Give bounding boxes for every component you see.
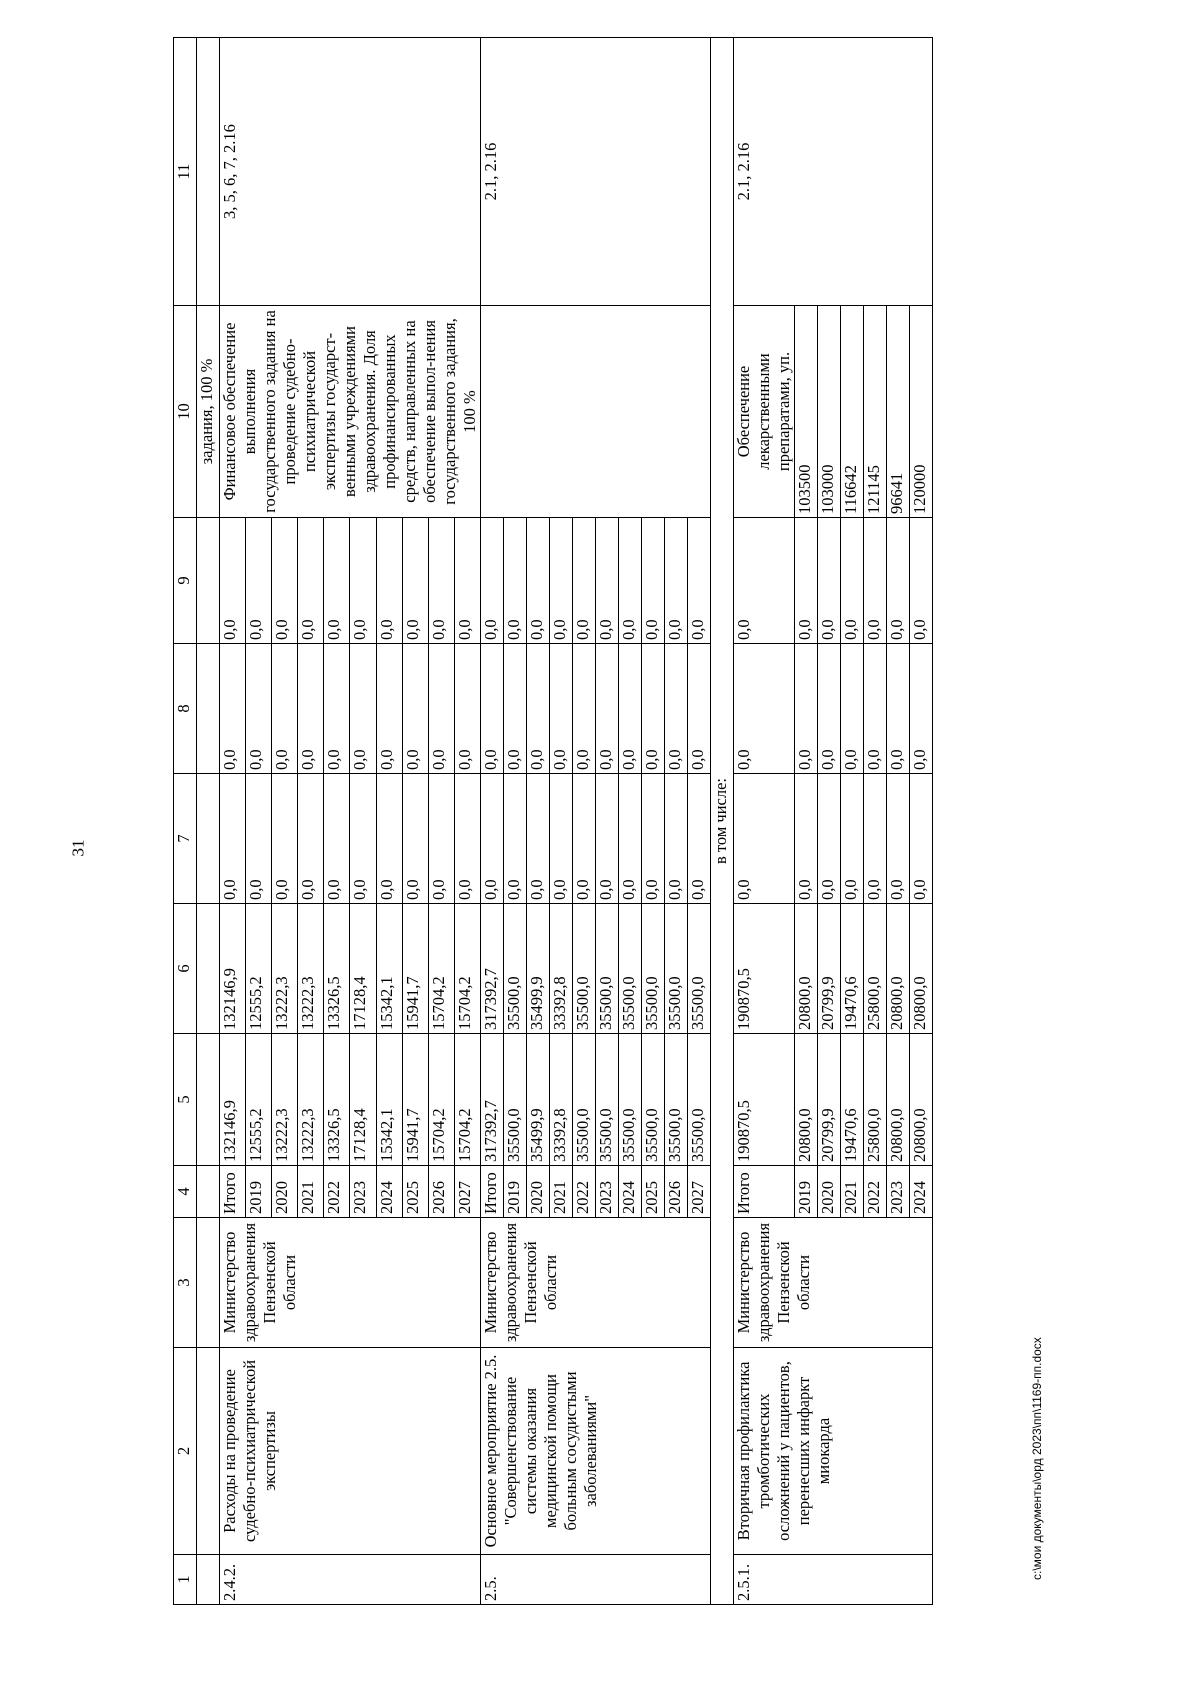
total-cell: 12555,2	[246, 1034, 272, 1166]
footer-file-path: c:\мои документы\орд 2023\пп\1169-пп.docx	[1030, 1337, 1044, 1580]
year-cell: 2027	[454, 1166, 480, 1218]
regional-budget-cell: 35500,0	[688, 904, 711, 1034]
other-cell: 0,0	[298, 518, 324, 644]
federal-budget-cell: 0,0	[688, 774, 711, 904]
regional-budget-cell: 132146,9	[220, 904, 246, 1034]
header-cell: 4	[174, 1166, 197, 1218]
header-cell: 1	[174, 1555, 197, 1605]
year-cell: Итого	[734, 1166, 795, 1218]
year-cell: 2021	[298, 1166, 324, 1218]
total-cell: 35499,9	[527, 1034, 550, 1166]
executor: Министерство здравоохранения Пензенской области	[734, 1218, 933, 1348]
tfoms-cell: 0,0	[481, 644, 504, 774]
total-cell: 17128,4	[350, 1034, 376, 1166]
other-cell: 0,0	[481, 518, 504, 644]
tfoms-cell: 0,0	[272, 644, 298, 774]
indicator: Финансовое обеспечение выполнения государственного задания на проведение судебно-психиатрической экспертизы государст-венными учреждениями здравоохранения. Доля профинансированных средств, направленных на обеспечение выпол-нения государственного задания, 100 %	[220, 306, 481, 518]
other-cell: 0,0	[864, 518, 887, 644]
other-cell: 0,0	[596, 518, 619, 644]
refs: 2.1, 2.16	[481, 38, 711, 306]
total-cell: 25800,0	[864, 1034, 887, 1166]
total-cell: 15941,7	[402, 1034, 428, 1166]
regional-budget-cell: 13222,3	[298, 904, 324, 1034]
executor: Министерство здравоохранения Пензенской области	[220, 1218, 481, 1348]
year-cell: 2019	[504, 1166, 527, 1218]
indicator-value: 96641	[887, 306, 910, 518]
year-cell: 2024	[376, 1166, 402, 1218]
total-cell: 190870,5	[734, 1034, 795, 1166]
header-cell: 6	[174, 904, 197, 1034]
total-cell: 13326,5	[324, 1034, 350, 1166]
indicator-value: 121145	[864, 306, 887, 518]
federal-budget-cell: 0,0	[454, 774, 480, 904]
year-cell: 2022	[864, 1166, 887, 1218]
year-cell: 2027	[688, 1166, 711, 1218]
executor: Министерство здравоохранения Пензенской области	[481, 1218, 711, 1348]
total-cell: 19470,6	[841, 1034, 864, 1166]
tfoms-cell: 0,0	[910, 644, 933, 774]
tfoms-cell: 0,0	[841, 644, 864, 774]
budget-table	[173, 37, 933, 1605]
other-cell: 0,0	[688, 518, 711, 644]
header-row	[174, 38, 197, 1605]
tfoms-cell: 0,0	[864, 644, 887, 774]
total-cell: 15342,1	[376, 1034, 402, 1166]
header-cell: 10	[174, 306, 197, 518]
carry-row	[197, 38, 220, 1605]
tfoms-cell: 0,0	[550, 644, 573, 774]
total-cell: 20800,0	[887, 1034, 910, 1166]
other-cell: 0,0	[246, 518, 272, 644]
regional-budget-cell: 35500,0	[573, 904, 596, 1034]
total-cell: 35500,0	[596, 1034, 619, 1166]
other-cell: 0,0	[324, 518, 350, 644]
federal-budget-cell: 0,0	[910, 774, 933, 904]
regional-budget-cell: 35499,9	[527, 904, 550, 1034]
tfoms-cell: 0,0	[350, 644, 376, 774]
tfoms-cell: 0,0	[454, 644, 480, 774]
tfoms-cell: 0,0	[688, 644, 711, 774]
federal-budget-cell: 0,0	[350, 774, 376, 904]
total-cell: 20800,0	[795, 1034, 818, 1166]
year-cell: 2023	[887, 1166, 910, 1218]
federal-budget-cell: 0,0	[376, 774, 402, 904]
federal-budget-cell: 0,0	[734, 774, 795, 904]
federal-budget-cell: 0,0	[573, 774, 596, 904]
other-cell: 0,0	[428, 518, 454, 644]
page-number: 31	[68, 839, 88, 857]
subtotal-row	[711, 38, 734, 1605]
other-cell: 0,0	[550, 518, 573, 644]
regional-budget-cell: 33392,8	[550, 904, 573, 1034]
regional-budget-cell: 20800,0	[887, 904, 910, 1034]
regional-budget-cell: 20800,0	[910, 904, 933, 1034]
year-cell: 2024	[619, 1166, 642, 1218]
year-cell: 2022	[324, 1166, 350, 1218]
row-number: 2.4.2.	[220, 1555, 481, 1605]
federal-budget-cell: 0,0	[596, 774, 619, 904]
other-cell: 0,0	[734, 518, 795, 644]
federal-budget-cell: 0,0	[887, 774, 910, 904]
total-cell: 35500,0	[642, 1034, 665, 1166]
tfoms-cell: 0,0	[246, 644, 272, 774]
tfoms-cell: 0,0	[619, 644, 642, 774]
tfoms-cell: 0,0	[324, 644, 350, 774]
indicator-value: 116642	[841, 306, 864, 518]
other-cell: 0,0	[573, 518, 596, 644]
other-cell: 0,0	[910, 518, 933, 644]
total-cell: 20799,9	[818, 1034, 841, 1166]
other-cell: 0,0	[818, 518, 841, 644]
total-cell: 15704,2	[454, 1034, 480, 1166]
header-cell: 8	[174, 644, 197, 774]
year-cell: Итого	[220, 1166, 246, 1218]
tfoms-cell: 0,0	[734, 644, 795, 774]
regional-budget-cell: 35500,0	[504, 904, 527, 1034]
tfoms-cell: 0,0	[887, 644, 910, 774]
year-cell: 2022	[573, 1166, 596, 1218]
year-cell: 2024	[910, 1166, 933, 1218]
total-cell: 35500,0	[619, 1034, 642, 1166]
year-cell: 2023	[350, 1166, 376, 1218]
regional-budget-cell: 35500,0	[619, 904, 642, 1034]
federal-budget-cell: 0,0	[246, 774, 272, 904]
other-cell: 0,0	[504, 518, 527, 644]
total-cell: 20800,0	[910, 1034, 933, 1166]
federal-budget-cell: 0,0	[220, 774, 246, 904]
regional-budget-cell: 13222,3	[272, 904, 298, 1034]
regional-budget-cell: 15941,7	[402, 904, 428, 1034]
year-cell: 2020	[818, 1166, 841, 1218]
header-cell: 2	[174, 1348, 197, 1555]
total-cell: 35500,0	[573, 1034, 596, 1166]
regional-budget-cell: 12555,2	[246, 904, 272, 1034]
other-cell: 0,0	[350, 518, 376, 644]
year-cell: 2026	[428, 1166, 454, 1218]
tfoms-cell: 0,0	[376, 644, 402, 774]
federal-budget-cell: 0,0	[481, 774, 504, 904]
year-cell: 2025	[402, 1166, 428, 1218]
other-cell: 0,0	[841, 518, 864, 644]
total-cell: 132146,9	[220, 1034, 246, 1166]
header-cell: 7	[174, 774, 197, 904]
header-cell: 5	[174, 1034, 197, 1166]
tfoms-cell: 0,0	[527, 644, 550, 774]
total-cell: 13222,3	[272, 1034, 298, 1166]
carry-text: задания, 100 %	[197, 306, 220, 518]
federal-budget-cell: 0,0	[504, 774, 527, 904]
year-cell: 2023	[596, 1166, 619, 1218]
subtotal-label: в том числе:	[711, 38, 734, 1605]
regional-budget-cell: 13326,5	[324, 904, 350, 1034]
activity-name: Вторичная профилактика тромботических осложнений у пациентов, перенесших инфаркт миокарда	[734, 1348, 933, 1555]
regional-budget-cell: 25800,0	[864, 904, 887, 1034]
year-cell: 2020	[272, 1166, 298, 1218]
regional-budget-cell: 19470,6	[841, 904, 864, 1034]
tfoms-cell: 0,0	[795, 644, 818, 774]
year-cell: 2019	[246, 1166, 272, 1218]
other-cell: 0,0	[272, 518, 298, 644]
table-row	[481, 38, 504, 1605]
federal-budget-cell: 0,0	[324, 774, 350, 904]
table-row	[220, 38, 246, 1605]
tfoms-cell: 0,0	[596, 644, 619, 774]
tfoms-cell: 0,0	[818, 644, 841, 774]
federal-budget-cell: 0,0	[795, 774, 818, 904]
other-cell: 0,0	[642, 518, 665, 644]
row-number: 2.5.	[481, 1555, 711, 1605]
federal-budget-cell: 0,0	[272, 774, 298, 904]
regional-budget-cell: 17128,4	[350, 904, 376, 1034]
federal-budget-cell: 0,0	[818, 774, 841, 904]
other-cell: 0,0	[887, 518, 910, 644]
tfoms-cell: 0,0	[504, 644, 527, 774]
total-cell: 35500,0	[665, 1034, 688, 1166]
year-cell: 2019	[795, 1166, 818, 1218]
year-cell: 2026	[665, 1166, 688, 1218]
federal-budget-cell: 0,0	[428, 774, 454, 904]
regional-budget-cell: 15704,2	[454, 904, 480, 1034]
year-cell: 2025	[642, 1166, 665, 1218]
regional-budget-cell: 35500,0	[665, 904, 688, 1034]
tfoms-cell: 0,0	[642, 644, 665, 774]
regional-budget-cell: 15342,1	[376, 904, 402, 1034]
federal-budget-cell: 0,0	[642, 774, 665, 904]
year-cell: 2021	[550, 1166, 573, 1218]
tfoms-cell: 0,0	[428, 644, 454, 774]
year-cell: 2020	[527, 1166, 550, 1218]
total-cell: 13222,3	[298, 1034, 324, 1166]
indicator-value: 103500	[795, 306, 818, 518]
federal-budget-cell: 0,0	[864, 774, 887, 904]
other-cell: 0,0	[795, 518, 818, 644]
regional-budget-cell: 190870,5	[734, 904, 795, 1034]
indicator	[481, 306, 711, 518]
total-cell: 35500,0	[688, 1034, 711, 1166]
rotated-table-container	[173, 38, 1179, 1605]
tfoms-cell: 0,0	[220, 644, 246, 774]
tfoms-cell: 0,0	[573, 644, 596, 774]
regional-budget-cell: 35500,0	[642, 904, 665, 1034]
tfoms-cell: 0,0	[665, 644, 688, 774]
federal-budget-cell: 0,0	[841, 774, 864, 904]
year-cell: Итого	[481, 1166, 504, 1218]
refs: 2.1, 2.16	[734, 38, 933, 306]
indicator: Обеспечение лекарственными препаратами, уп.	[734, 306, 795, 518]
federal-budget-cell: 0,0	[402, 774, 428, 904]
total-cell: 15704,2	[428, 1034, 454, 1166]
total-cell: 317392,7	[481, 1034, 504, 1166]
federal-budget-cell: 0,0	[298, 774, 324, 904]
other-cell: 0,0	[665, 518, 688, 644]
year-cell: 2021	[841, 1166, 864, 1218]
activity-name: Расходы на проведение судебно-психиатрической экспертизы	[220, 1348, 481, 1555]
total-cell: 33392,8	[550, 1034, 573, 1166]
total-cell: 35500,0	[504, 1034, 527, 1166]
regional-budget-cell: 15704,2	[428, 904, 454, 1034]
activity-name: Основное мероприятие 2.5. "Совершенствование системы оказания медицинской помощи больным сосудистыми заболеваниями"	[481, 1348, 711, 1555]
header-cell: 11	[174, 38, 197, 306]
other-cell: 0,0	[402, 518, 428, 644]
regional-budget-cell: 35500,0	[596, 904, 619, 1034]
header-cell: 3	[174, 1218, 197, 1348]
other-cell: 0,0	[376, 518, 402, 644]
header-cell: 9	[174, 518, 197, 644]
regional-budget-cell: 20800,0	[795, 904, 818, 1034]
refs: 3, 5, 6, 7, 2.16	[220, 38, 481, 306]
other-cell: 0,0	[454, 518, 480, 644]
indicator-value: 103000	[818, 306, 841, 518]
tfoms-cell: 0,0	[298, 644, 324, 774]
table-row	[734, 38, 795, 1605]
other-cell: 0,0	[527, 518, 550, 644]
federal-budget-cell: 0,0	[550, 774, 573, 904]
other-cell: 0,0	[220, 518, 246, 644]
federal-budget-cell: 0,0	[665, 774, 688, 904]
federal-budget-cell: 0,0	[527, 774, 550, 904]
tfoms-cell: 0,0	[402, 644, 428, 774]
regional-budget-cell: 20799,9	[818, 904, 841, 1034]
federal-budget-cell: 0,0	[619, 774, 642, 904]
row-number: 2.5.1.	[734, 1555, 933, 1605]
other-cell: 0,0	[619, 518, 642, 644]
table-body	[174, 38, 933, 1605]
indicator-value: 120000	[910, 306, 933, 518]
regional-budget-cell: 317392,7	[481, 904, 504, 1034]
